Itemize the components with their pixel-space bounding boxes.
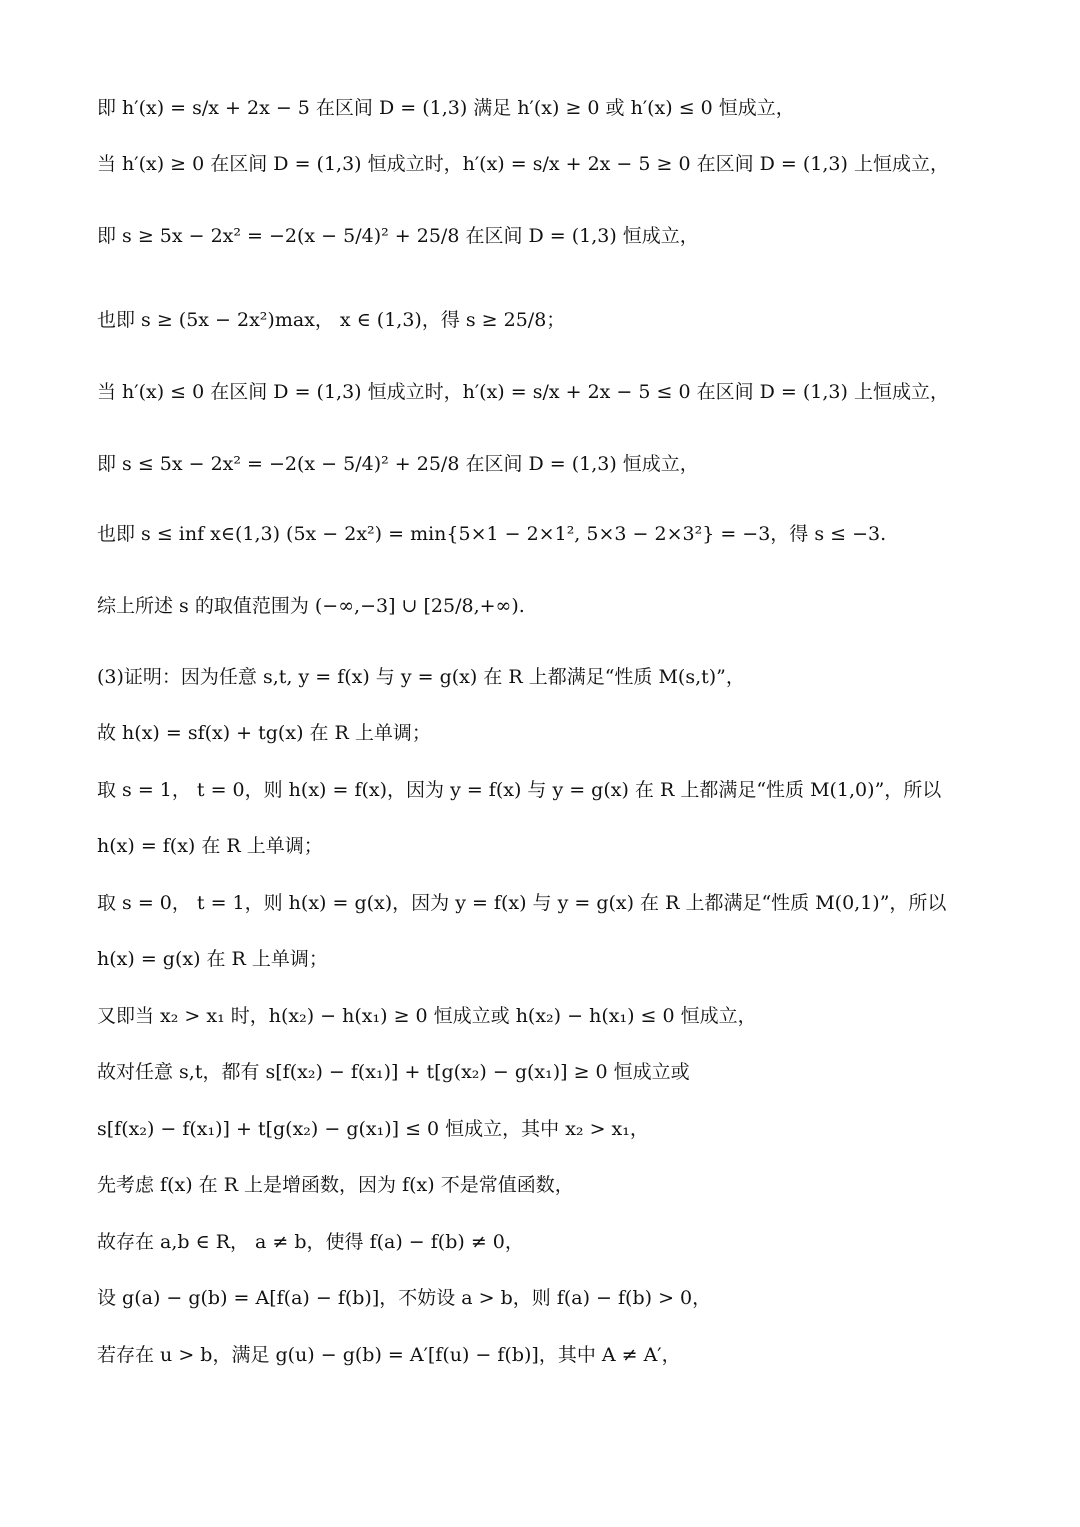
text-line: h(x) = g(x) 在 R 上单调； bbox=[97, 948, 328, 970]
text-line: 当 h′(x) ≥ 0 在区间 D = (1,3) 恒成立时，h′(x) = s/x + 2x − 5 ≥ 0 在区间 D = (1,3) 上恒成立， bbox=[97, 153, 949, 175]
text-line: 设 g(a) − g(b) = A[f(a) − f(b)]，不妨设 a > b，则 f(a) − f(b) > 0， bbox=[97, 1287, 712, 1309]
text-line: (3)证明：因为任意 s,t, y = f(x) 与 y = g(x) 在 R 上都满足“性质 M(s,t)”， bbox=[97, 666, 745, 688]
text-line: 取 s = 1， t = 0，则 h(x) = f(x)，因为 y = f(x) 与 y = g(x) 在 R 上都满足“性质 M(1,0)”，所以 bbox=[97, 779, 942, 801]
text-line: 又即当 x₂ > x₁ 时，h(x₂) − h(x₁) ≥ 0 恒成立或 h(x₂) − h(x₁) ≤ 0 恒成立， bbox=[97, 1005, 757, 1027]
text-line: 故 h(x) = sf(x) + tg(x) 在 R 上单调； bbox=[97, 722, 431, 744]
text-line: 若存在 u > b，满足 g(u) − g(b) = A′[f(u) − f(b)]，其中 A ≠ A′， bbox=[97, 1344, 681, 1366]
text-line: 取 s = 0， t = 1，则 h(x) = g(x)，因为 y = f(x) 与 y = g(x) 在 R 上都满足“性质 M(0,1)”，所以 bbox=[97, 892, 947, 914]
text-line: 即 h′(x) = s/x + 2x − 5 在区间 D = (1,3) 满足 h′(x) ≥ 0 或 h′(x) ≤ 0 恒成立， bbox=[97, 97, 795, 119]
text-line: h(x) = f(x) 在 R 上单调； bbox=[97, 835, 323, 857]
text-line: 故存在 a,b ∈ R， a ≠ b，使得 f(a) − f(b) ≠ 0， bbox=[97, 1231, 524, 1253]
text-line: s[f(x₂) − f(x₁)] + t[g(x₂) − g(x₁)] ≤ 0 恒成立，其中 x₂ > x₁， bbox=[97, 1118, 649, 1140]
text-line: 也即 s ≥ (5x − 2x²)max， x ∈ (1,3)，得 s ≥ 25/8； bbox=[97, 309, 566, 331]
text-line: 综上所述 s 的取值范围为 (−∞,−3] ∪ [25/8,+∞). bbox=[97, 595, 525, 617]
text-line: 即 s ≤ 5x − 2x² = −2(x − 5/4)² + 25/8 在区间 D = (1,3) 恒成立， bbox=[97, 453, 699, 475]
text-line: 即 s ≥ 5x − 2x² = −2(x − 5/4)² + 25/8 在区间 D = (1,3) 恒成立， bbox=[97, 225, 699, 247]
text-line: 当 h′(x) ≤ 0 在区间 D = (1,3) 恒成立时，h′(x) = s/x + 2x − 5 ≤ 0 在区间 D = (1,3) 上恒成立， bbox=[97, 381, 949, 403]
text-line: 故对任意 s,t，都有 s[f(x₂) − f(x₁)] + t[g(x₂) − g(x₁)] ≥ 0 恒成立或 bbox=[97, 1061, 690, 1083]
text-line: 也即 s ≤ inf x∈(1,3) (5x − 2x²) = min{5×1 − 2×1², 5×3 − 2×3²} = −3，得 s ≤ −3. bbox=[97, 523, 887, 545]
text-line: 先考虑 f(x) 在 R 上是增函数，因为 f(x) 不是常值函数， bbox=[97, 1174, 574, 1196]
